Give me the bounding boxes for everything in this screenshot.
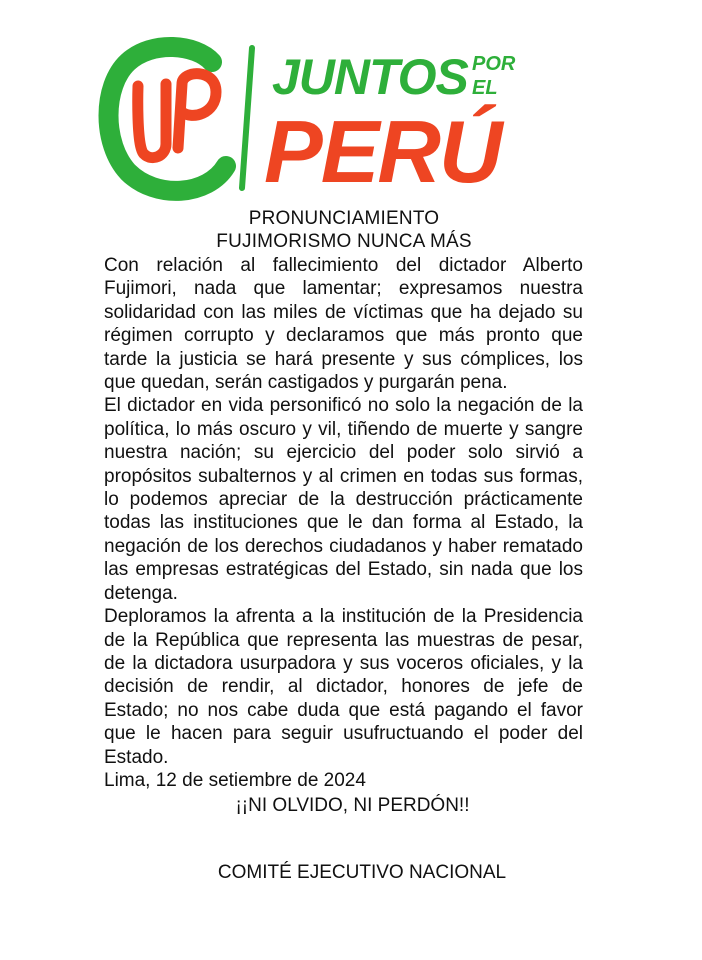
closing-slogan: ¡¡NI OLVIDO, NI PERDÓN!! [235, 795, 470, 817]
paragraph-2: El dictador en vida personificó no solo la negación de la política, lo más oscuro y vil, tiñendo de muerte y sangre nuestra nación; su ejercicio del poder solo sirvió a propósitos subalternos y al crimen en todas sus formas, lo podemos apreciar de la destrucción prácticamente todas las instituciones que le dan forma al Estado, la negación de los derechos ciudadanos y haber rematado las empresas estratégicas del Estado, sin nada que los detenga. [104, 395, 583, 604]
document-subtitle: FUJIMORISMO NUNCA MÁS [216, 231, 472, 252]
juntos-por-el-peru-logo-graphic [104, 40, 544, 200]
paragraph-1: Con relación al fallecimiento del dictador Alberto Fujimori, nada que lamentar; expresamos nuestra solidaridad con las miles de víctimas que ha dejado su régimen corrupto y declaramos que más pronto que tarde la justicia se hará presente y sus cómplices, los que quedan, serán castigados y purgarán pena. [104, 255, 583, 394]
document-body [104, 254, 583, 818]
logo-por-text: POR [472, 53, 516, 75]
document-heading [104, 207, 584, 253]
logo-monogram-p [178, 74, 216, 148]
logo-juntos-text: JUNTOS [272, 49, 468, 105]
logo-peru-text: PERÚ [264, 102, 501, 201]
signature: COMITÉ EJECUTIVO NACIONAL [217, 862, 507, 883]
document-title: PRONUNCIAMIENTO [248, 208, 440, 229]
date-line: Lima, 12 de setiembre de 2024 [104, 769, 366, 791]
party-logo [104, 40, 544, 200]
logo-el-text: EL [472, 77, 498, 99]
logo-divider [242, 48, 252, 188]
paragraph-3: Deploramos la afrenta a la institución de la Presidencia de la República que representa las muestras de pesar, de la dictadora usurpadora y sus voceros oficiales, y la decisión de rendir, al dictador, honores de jefe de Estado; no nos cabe duda que está pagando el favor que le hacen para seguir usufructuando el poder del Estado. [104, 606, 583, 768]
logo-monogram-j [138, 84, 166, 158]
